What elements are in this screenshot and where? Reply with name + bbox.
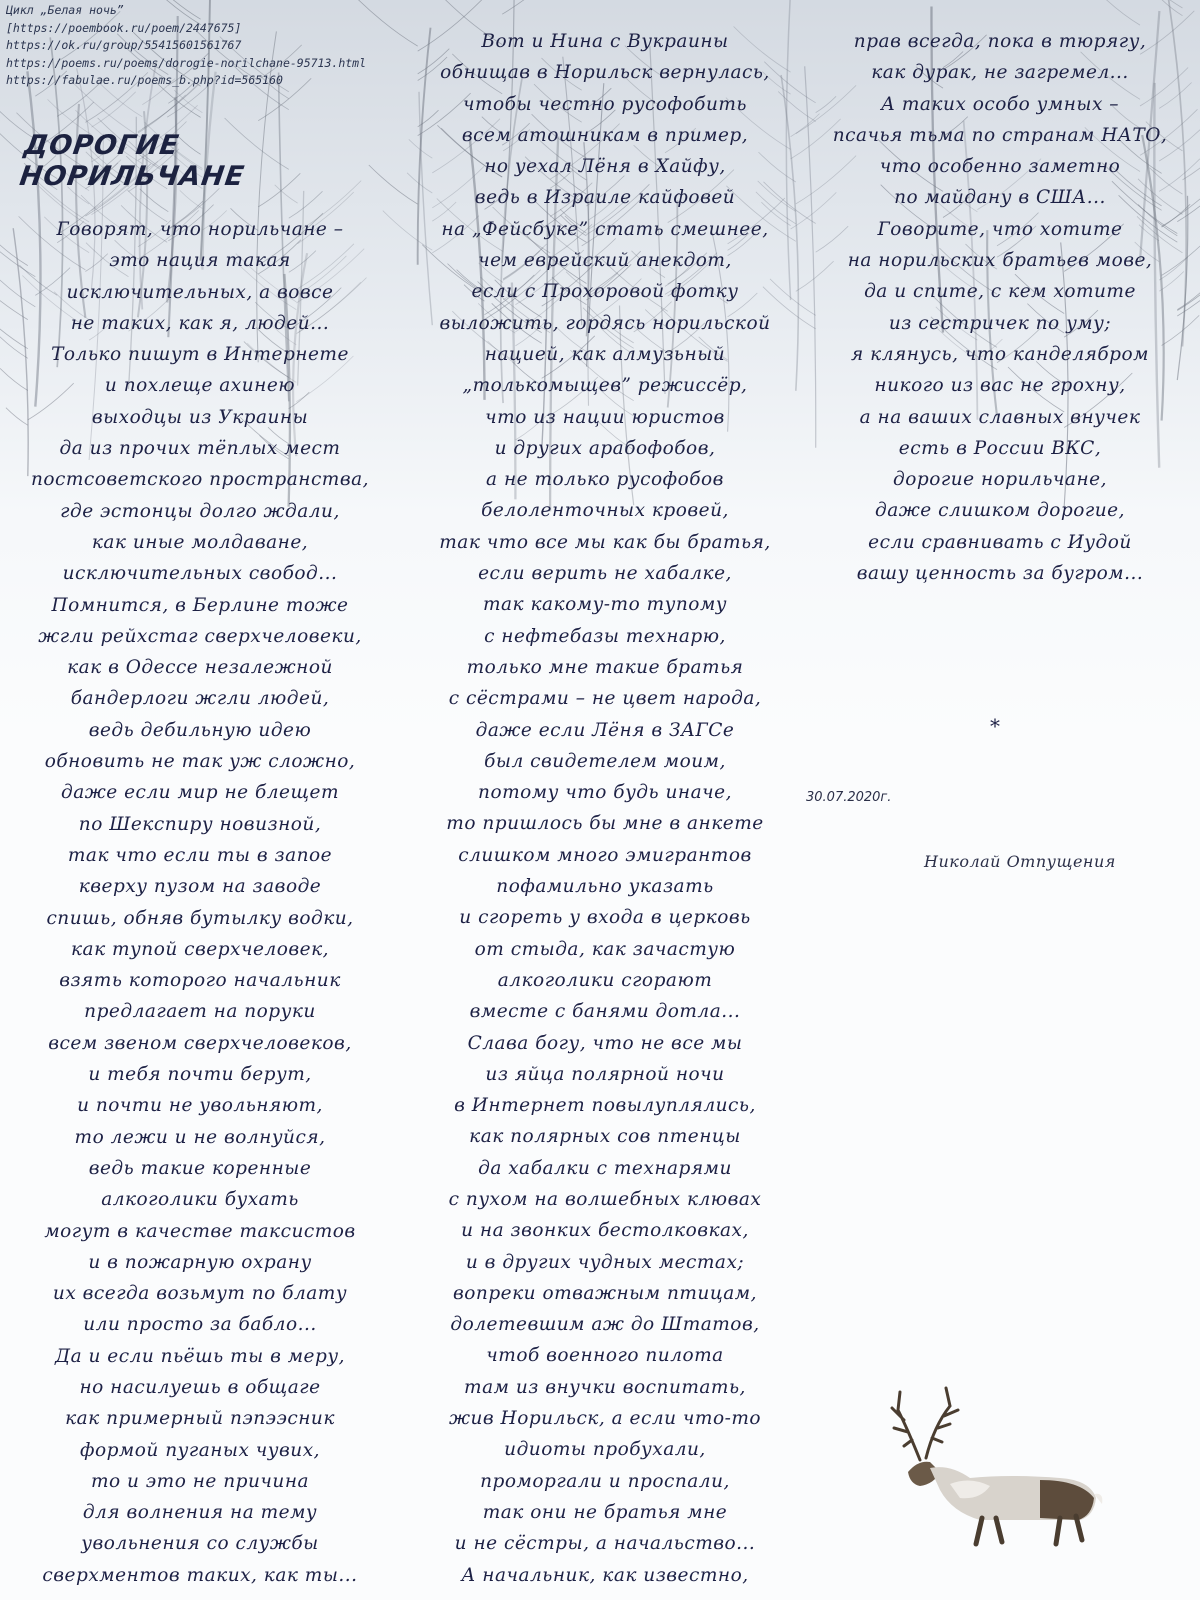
poem-line: в Интернет повылуплялись, [454,1095,756,1117]
poem-line: увольнения со службы [81,1533,319,1555]
poem-line: на норильских братьев мове, [847,250,1153,272]
poem-line: алкоголики бухать [101,1189,299,1211]
poem-line: по Шекспиру новизной, [78,813,322,835]
source-link[interactable]: https://ok.ru/group/55415601561767 [6,38,242,52]
poem-line: а не только русофобов [486,469,724,491]
poem-line: исключительных, а вовсе [66,281,334,303]
poem-column-2 [400,26,810,1591]
poem-line: но насилуешь в общаге [79,1376,321,1398]
poem-line: и похлеще ахинею [104,375,296,397]
poem-line: выложить, гордясь норильской [439,312,771,334]
poem-line: как в Одессе незалежной [67,657,333,679]
source-link[interactable]: https://poems.ru/poems/dorogie-norilchane-95713.html [6,55,367,70]
poem-line: обнищав в Норильск вернулась, [440,62,770,84]
poem-line: если сравнивать с Иудой [868,531,1132,553]
poem-line: не таких, как я, людей... [70,312,330,334]
poem-line: могут в качестве таксистов [44,1220,356,1242]
poem-line: как примерный пэпээсник [65,1408,335,1430]
poem-line: прав всегда, пока в тюрягу, [853,31,1147,52]
poem-line: выходцы из Украины [91,406,309,428]
poem-line: кверху пузом на заводе [78,876,322,898]
poem-line: обновить не так уж сложно, [44,751,356,773]
poem-line: жив Норильск, а если что-то [448,1408,762,1430]
poem-line: потому что будь иначе, [478,782,732,804]
poem-line: из сестричек по уму; [888,312,1112,334]
poem-line: или просто за бабло... [83,1314,317,1336]
poem-line: но уехал Лёня в Хайфу, [484,156,726,178]
poem-line: проморгали и проспали, [480,1470,730,1492]
poem-line: спишь, обняв бутылку водки, [46,907,354,929]
poem-line: что особенно заметно [879,156,1121,178]
poem-line: да хабалки с технарями [478,1157,732,1179]
poem-line: если с Прохоровой фотку [471,281,739,303]
poem-line: ведь такие коренные [88,1157,312,1179]
poem-line: и тебя почти берут, [88,1064,312,1086]
poem-line: есть в России ВКС, [898,437,1102,459]
poem-line: как дурак, не загремел... [871,62,1129,84]
poem-line: формой пуганых чувих, [79,1439,321,1461]
poem-line: и сгореть у входа в церковь [459,907,751,929]
poem-line: да из прочих тёплых мест [59,438,341,460]
poem-line: вопреки отважным птицам, [453,1282,757,1304]
poem-line: то и это не причина [90,1470,310,1492]
poem-line: жгли рейхстаг сверхчеловеки, [38,625,362,647]
poem-line: чтоб военного пилота [486,1345,724,1367]
poem-line: предлагает на поруки [84,1001,316,1023]
poem-line: и других арабофобов, [494,437,716,459]
poem-line: сверхментов таких, как ты... [42,1564,358,1586]
poem-line: псачья тьма по странам НАТО, [832,124,1168,146]
poem-line: как полярных сов птенцы [469,1126,741,1148]
poem-line: даже если Лёня в ЗАГСе [475,719,735,741]
source-link[interactable]: [https://poembook.ru/poem/2447675] [6,20,242,35]
poem-line: да и спите, с кем хотите [864,281,1136,303]
poem-line: Говорите, что хотите [877,218,1123,240]
poem-line: так какому-то тупому [482,594,728,616]
poem-line: А начальник, как известно, [461,1564,749,1586]
poem-line: так что если ты в запое [67,844,333,866]
poem-line: А таких особо умных – [880,93,1120,115]
poem-line: постсоветского пространства, [30,469,370,491]
poem-line: никого из вас не грохну, [874,375,1126,397]
poem-line: Помнится, в Берлине тоже [51,594,349,616]
poem-line: даже слишком дорогие, [874,500,1126,522]
poem-line: нацией, как алмузьный [484,343,726,365]
poem-line: долетевшим аж до Штатов, [450,1314,760,1336]
poem-line: чтобы честно русофобить [462,93,747,115]
poem-line: всем атошникам в пример, [461,124,749,146]
poem-column-1 [0,214,400,1591]
poem-line: Слава богу, что не все мы [467,1032,743,1054]
poem-line: пофамильно указать [496,876,714,898]
poem-line: как тупой сверхчеловек, [71,938,329,960]
poem-line: и в других чудных местах; [465,1251,745,1273]
poem-line: белоленточных кровей, [481,500,729,522]
poem-line: от стыда, как зачастую [474,938,736,960]
poem-title: ДОРОГИЕ НОРИЛЬЧАНЕ [17,130,247,192]
poem-line: алкоголики сгорают [497,969,713,991]
poem-line: дорогие норильчане, [893,469,1107,491]
poem-line: что из нации юристов [485,406,725,428]
poem-line: бандерлоги жгли людей, [70,688,330,710]
poem-line: вашу ценность за бугром... [856,563,1144,585]
poem-line: только мне такие братья [466,656,744,678]
poem-line: взять которого начальник [59,970,341,992]
poem-line: для волнения на тему [82,1502,318,1524]
poem-line: а на ваших славных внучек [859,406,1141,428]
poem-line: и не сёстры, а начальство... [454,1533,756,1555]
reindeer-icon [890,1380,1130,1550]
poem-line: если верить не хабалке, [478,563,732,585]
poem-line: как иные молдаване, [91,531,309,553]
poem-line: ведь дебильную идею [88,719,312,741]
poem-line: исключительных свобод... [62,563,338,585]
poem-line: я клянусь, что канделябром [851,343,1149,365]
poem-line: чем еврейский анекдот, [478,250,732,272]
poem-line: где эстонцы долго ждали, [60,500,340,522]
poem-line: из яйца полярной ночи [485,1063,725,1085]
poem-line: и почти не увольняют, [77,1095,323,1117]
poem-line: по майдану в США... [894,187,1106,209]
poem-line: так они не братья мне [482,1501,728,1523]
poem-line: то пришлось бы мне в анкете [446,813,764,835]
poem-column-3 [800,26,1200,589]
cycle-name: Цикл „Белая ночь” [6,3,124,17]
section-star: * [990,714,1000,738]
poem-line: то лежи и не волнуйся, [74,1126,326,1148]
poem-line: идиоты пробухали, [504,1439,706,1461]
poem-line: Вот и Нина с Вукраины [481,31,729,52]
poem-line: с пухом на волшебных клювах [448,1188,762,1210]
poem-line: слишком много эмигрантов [458,844,752,866]
poem-line: и в пожарную охрану [88,1251,312,1273]
poem-line: „толькомыщев” режиссёр, [462,375,748,397]
poem-line: на „Фейсбуке” стать смешнее, [441,218,769,240]
poem-line: с сёстрами – не цвет народа, [448,688,762,710]
poem-line: даже если мир не блещет [60,782,339,804]
poem-line: Да и если пьёшь ты в меру, [55,1345,345,1367]
poem-line: их всегда возьмут по блату [52,1283,348,1305]
poem-line: был свидетелем моим, [484,750,726,772]
source-link[interactable]: https://fabulae.ru/poems_b.php?id=565160 [6,73,283,87]
source-links [6,2,406,90]
poem-line: всем звеном сверхчеловеков, [48,1032,352,1054]
poem-line: ведь в Израиле кайфовей [474,187,736,209]
poem-line: это нация такая [109,250,291,272]
poem-line: там из внучки воспитать, [464,1376,746,1398]
author-name: Николай Отпущения [924,852,1116,871]
poem-line: так что все мы как бы братья, [439,531,771,553]
poem-line: с нефтебазы технарю, [484,625,726,647]
poem-line: и на звонких бестолковках, [461,1220,749,1242]
poem-line: вместе с банями дотла... [469,1001,741,1023]
poem-line: Только пишут в Интернете [51,344,349,366]
poem-date: 30.07.2020г. [806,790,892,805]
poem-line: Говорят, что норильчане – [56,219,344,240]
